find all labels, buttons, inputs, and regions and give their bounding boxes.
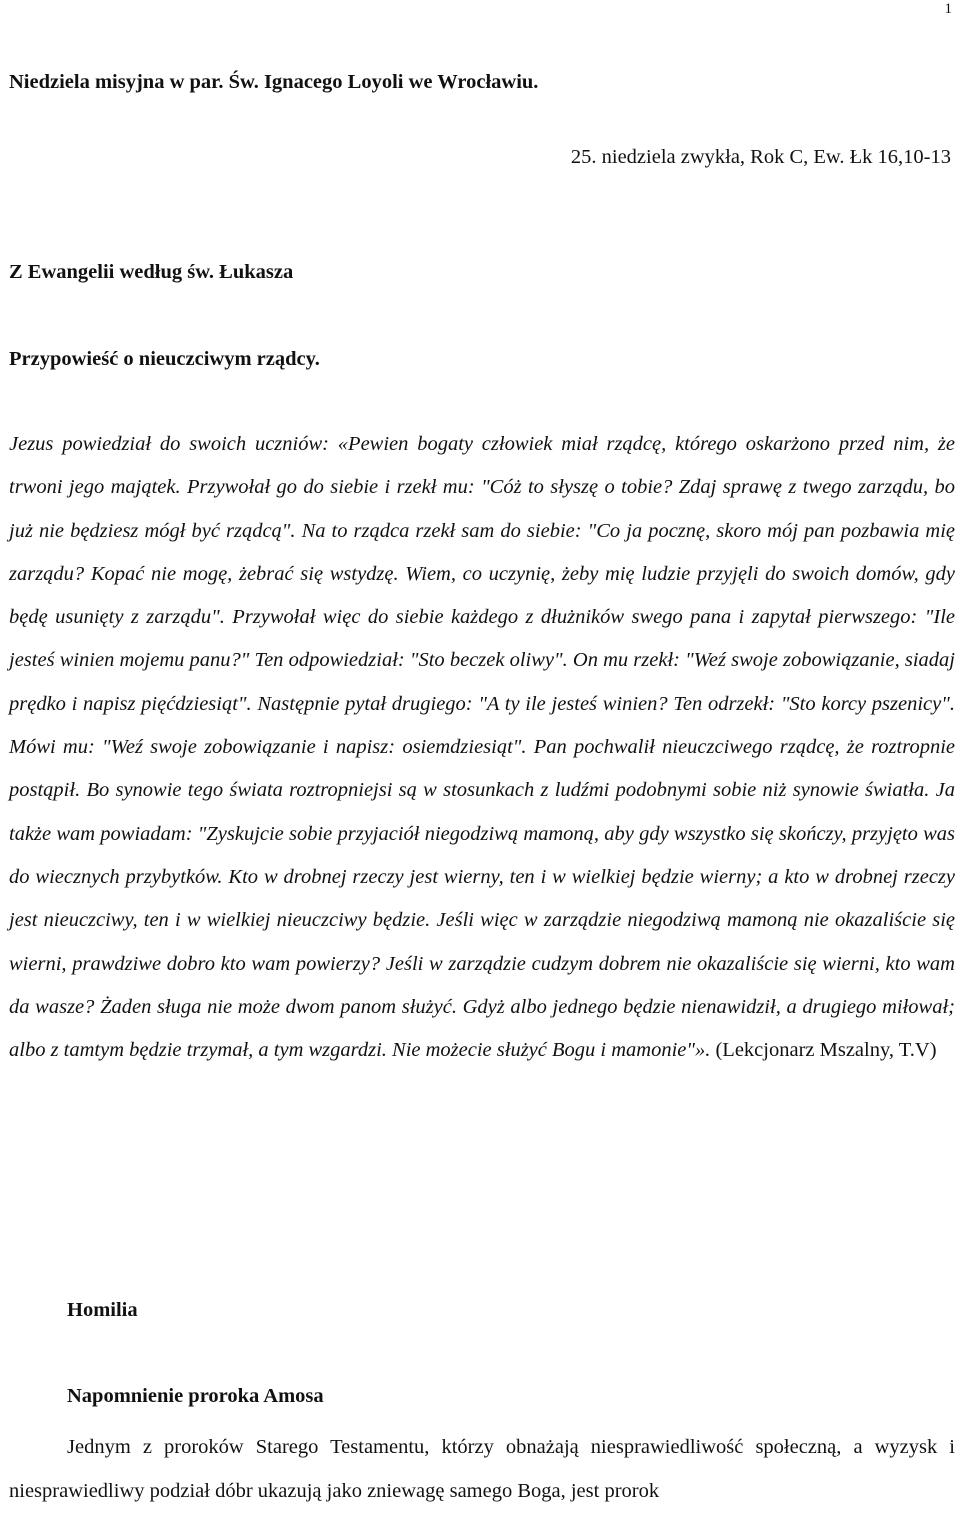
- page-number: 1: [944, 1, 952, 17]
- reading-reference: 25. niedziela zwykła, Rok C, Ew. Łk 16,10-13: [570, 146, 951, 168]
- homily-heading: Homilia: [67, 1299, 138, 1321]
- section-paragraph: Jednym z proroków Starego Testamentu, którzy obnażają niesprawiedliwość społeczną, a wyzysk i niesprawiedliwy podział dóbr ukazują jako zniewagę samego Boga, jest prorok: [9, 1436, 955, 1502]
- parable-title: Przypowieść o nieuczciwym rządcy.: [9, 348, 320, 370]
- gospel-citation: (Lekcjonarz Mszalny, T.V): [710, 1039, 937, 1062]
- section-heading: Napomnienie proroka Amosa: [67, 1385, 324, 1407]
- document-title: Niedziela misyjna w par. Św. Ignacego Loyoli we Wrocławiu.: [9, 71, 539, 93]
- gospel-passage-text: Jezus powiedział do swoich uczniów: «Pewien bogaty człowiek miał rządcę, którego oskarżono przed nim, że trwoni jego majątek. Przywołał go do siebie i rzekł mu: "Cóż to słyszę o tobie? Zdaj sprawę z twego zarządu, bo już nie będziesz mógł być rządcą". Na to rządca rzekł sam do siebie: "Co ja pocznę, skoro mój pan pozbawia mię zarządu? Kopać nie mogę, żebrać się wstydzę. Wiem, co uczynię, żeby mię ludzie przyjęli do swoich domów, gdy będę usunięty z zarządu". Przywołał więc do siebie każdego z dłużników swego pana i zapytał pierwszego: "Ile jesteś winien mojemu panu?" Ten odpowiedział: "Sto beczek oliwy". On mu rzekł: "Weź swoje zobowiązanie, siadaj prędko i napisz pięćdziesiąt". Następnie pytał drugiego: "A ty ile jesteś winien? Ten odrzekł: "Sto korcy pszenicy". Mówi mu: "Weź swoje zobowiązanie i napisz: osiemdziesiąt". Pan pochwalił nieuczciwego rządcę, że roztropnie postąpił. Bo synowie tego świata roztropniejsi są w stosunkach z ludźmi podobnymi sobie niż synowie światła. Ja także wam powiadam: "Zyskujcie sobie przyjaciół niegodziwą mamoną, aby gdy wszystko się skończy, przyjęto was do wiecznych przybytków. Kto w drobnej rzeczy jest wierny, ten i w wielkiej będzie wierny; a kto w drobnej rzeczy jest nieuczciwy, ten i w wielkiej nieuczciwy będzie. Jeśli więc w zarządzie niegodziwą mamoną nie okazaliście się wierni, prawdziwe dobro kto wam powierzy? Jeśli w zarządzie cudzym dobrem nie okazaliście się wierni, kto wam da wasze? Żaden sługa nie może dwom panom służyć. Gdyż albo jednego będzie nienawidził, a drugiego miłował; albo z tamtym będzie trzymał, a tym wzgardzi. Nie możecie służyć Bogu i mamonie"».: [9, 433, 955, 1062]
- gospel-passage: [9, 423, 955, 1072]
- gospel-source-heading: Z Ewangelii według św. Łukasza: [9, 261, 294, 283]
